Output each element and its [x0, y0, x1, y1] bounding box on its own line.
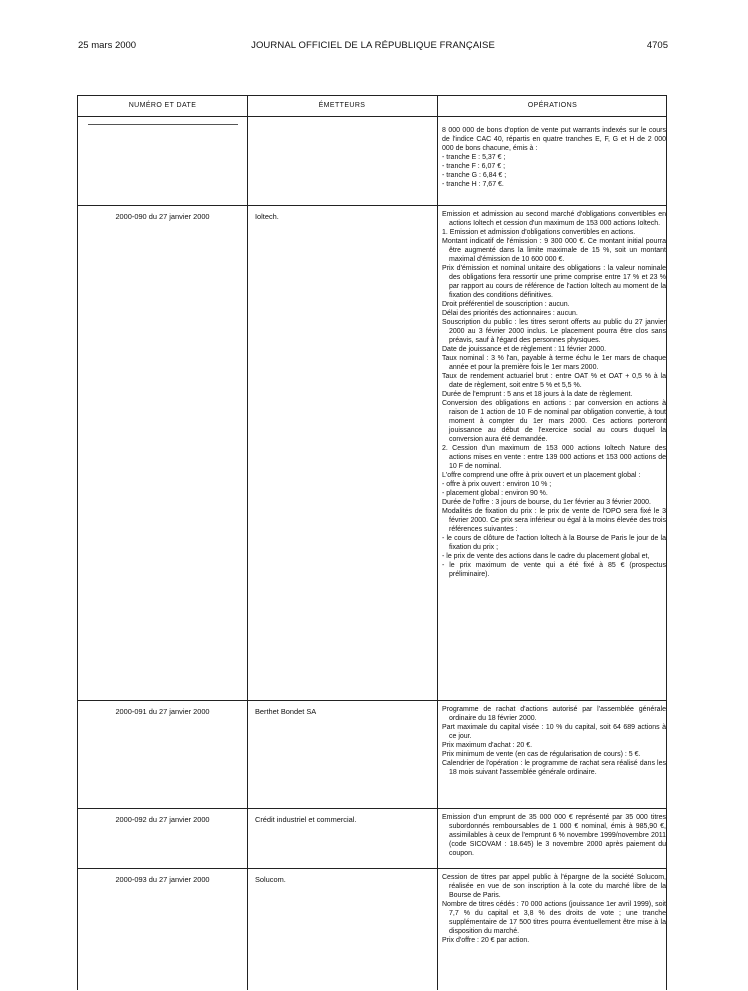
table-row [78, 701, 666, 808]
operation-line: Durée de l'emprunt : 5 ans et 18 jours à la date de règlement. [442, 391, 633, 398]
row-number-date: 2000-093 du 27 janvier 2000 [115, 875, 210, 884]
operation-line: Conversion des obligations en actions : par conversion en actions à raison de 1 action de 10 F de nominal par obligation convertie, à tout moment à compter du 1er mars 2000. Ces actions porteront jouissance au début de l'exercice social au cours duquel la conversion aura été demandée. [442, 400, 666, 443]
journal-title: JOURNAL OFFICIEL DE LA RÉPUBLIQUE FRANÇAISE [251, 40, 495, 51]
operation-line: Programme de rachat d'actions autorisé par l'assemblée générale ordinaire du 18 février 2000. [442, 706, 666, 722]
operation-line: L'offre comprend une offre à prix ouvert et un placement global : [442, 472, 641, 479]
column-header-number-date: NUMÉRO ET DATE [128, 102, 197, 109]
operation-line: Montant indicatif de l'émission : 9 300 000 €. Ce montant initial pourra être augmenté dans la limite maximale de 15 %, soit un montant maximal d'émission de 10 600 000 €. [442, 238, 666, 263]
table-row [78, 809, 666, 868]
operation-line: Cession de titres par appel public à l'épargne de la société Solucom, réalisée en vue de son inscription à la cote du marché libre de la Bourse de Paris. [442, 874, 666, 899]
operation-line: Emission d'un emprunt de 35 000 000 € représenté par 35 000 titres subordonnés remboursables de 1 000 € nominal, émis à 985,90 €, assimilables à ceux de l'emprunt 6 % novembre 1999/novembre 2011 (code SICOVAM : 18.645) le 3 novembre 2000 après paiement du coupon. [442, 814, 666, 857]
operation-line: - offre à prix ouvert : environ 10 % ; [442, 481, 552, 488]
operation-line: - tranche E : 5,37 € ; [442, 154, 506, 161]
operation-line: Durée de l'offre : 3 jours de bourse, du 1er février au 3 février 2000. [442, 499, 651, 506]
operation-line: Date de jouissance et de règlement : 11 février 2000. [442, 346, 607, 353]
row-number-date: 2000-092 du 27 janvier 2000 [115, 815, 210, 824]
operation-line: Souscription du public : les titres seront offerts au public du 27 janvier 2000 au 3 février 2000 inclus. Le placement pourra être clos sans préavis, sauf à l'égard des personnes physiques. [442, 319, 666, 344]
operation-line: - le prix de vente des actions dans le cadre du placement global et, [442, 553, 650, 560]
row-operations [442, 813, 666, 858]
operation-line: - le prix maximum de vente qui a été fixé à 85 € (prospectus préliminaire). [442, 562, 666, 578]
table-row [78, 117, 666, 205]
page-number: 4705 [646, 40, 668, 51]
operation-line: Calendrier de l'opération : le programme de rachat sera réalisé dans les 18 mois suivant l'assemblée générale ordinaire. [442, 760, 666, 776]
operation-line: Nombre de titres cédés : 70 000 actions (jouissance 1er avril 1999), soit 7,7 % du capital et 3,8 % des droits de vote ; une tranche supplémentaire de 17 500 titres pourra éventuellement être mise à la disposition du marché. [442, 901, 666, 935]
operation-line: Part maximale du capital visée : 10 % du capital, soit 64 689 actions à ce jour. [442, 724, 666, 740]
row-issuer: Crédit industriel et commercial. [255, 815, 357, 824]
table-header [78, 96, 666, 117]
row-issuer: Ioltech. [255, 212, 279, 221]
operation-line: Emission et admission au second marché d'obligations convertibles en actions Ioltech et cession d'un maximum de 153 000 actions Ioltech. [442, 211, 666, 227]
operation-line: - tranche F : 6,07 € ; [442, 163, 506, 170]
operation-line: - le cours de clôture de l'action Ioltech à la Bourse de Paris le jour de la fixation du prix ; [442, 535, 666, 551]
row-number-date: 2000-091 du 27 janvier 2000 [115, 707, 210, 716]
operation-line: Droit préférentiel de souscription : aucun. [442, 301, 570, 308]
operation-line: Délai des priorités des actionnaires : aucun. [442, 310, 578, 317]
issue-date: 25 mars 2000 [78, 40, 137, 51]
row-issuer: Berthet Bondet SA [255, 707, 317, 716]
column-header-issuers: ÉMETTEURS [318, 102, 366, 109]
row-operations [442, 873, 666, 945]
operation-line: Modalités de fixation du prix : le prix de vente de l'OPO sera fixé le 3 février 2000. Ce prix sera inférieur ou égal à la moins élevée des trois références suivantes : [442, 508, 666, 533]
operation-line: 8 000 000 de bons d'option de vente put warrants indexés sur le cours de l'indice CAC 40, répartis en quatre tranches E, F, G et H de 2 000 000 de bons chacune, émis à : [442, 127, 666, 152]
operation-line: - tranche H : 7,67 €. [442, 181, 504, 188]
operation-line: - placement global : environ 90 %. [442, 490, 548, 497]
operations-table [77, 95, 667, 990]
operation-line: Taux de rendement actuariel brut : entre OAT % et OAT + 0,5 % à la date de règlement, soit entre 5 % et 5,5 %. [442, 373, 666, 389]
table-row [78, 869, 666, 991]
operation-line: 2. Cession d'un maximum de 153 000 actions Ioltech Nature des actions mises en vente : entre 139 000 actions et 153 000 actions de 10 F de nominal. [442, 445, 666, 470]
row-operations [442, 210, 666, 579]
running-head [78, 40, 668, 54]
operation-line: Prix maximum d'achat : 20 €. [442, 742, 533, 749]
column-header-operations: OPÉRATIONS [527, 102, 578, 109]
operation-line: Taux nominal : 3 % l'an, payable à terme échu le 1er mars de chaque année et pour la première fois le 1er mars 2000. [442, 355, 666, 371]
row-operations [442, 705, 666, 777]
row-issuer: Solucom. [255, 875, 286, 884]
row-number-date: 2000-090 du 27 janvier 2000 [115, 212, 210, 221]
operation-line: Prix minimum de vente (en cas de régularisation de cours) : 5 €. [442, 751, 641, 758]
operation-line: Prix d'offre : 20 € par action. [442, 937, 530, 944]
table-row [78, 206, 666, 700]
operation-line: 1. Emission et admission d'obligations convertibles en actions. [442, 229, 636, 236]
row-operations [442, 126, 666, 189]
operation-line: - tranche G : 6,84 € ; [442, 172, 507, 179]
operation-line: Prix d'émission et nominal unitaire des obligations : la valeur nominale des obligations fera ressortir une prime comprise entre 17 % et 23 % par rapport au cours de référence de l'action Ioltech au moment de la fixation des conditions définitives. [442, 265, 666, 299]
